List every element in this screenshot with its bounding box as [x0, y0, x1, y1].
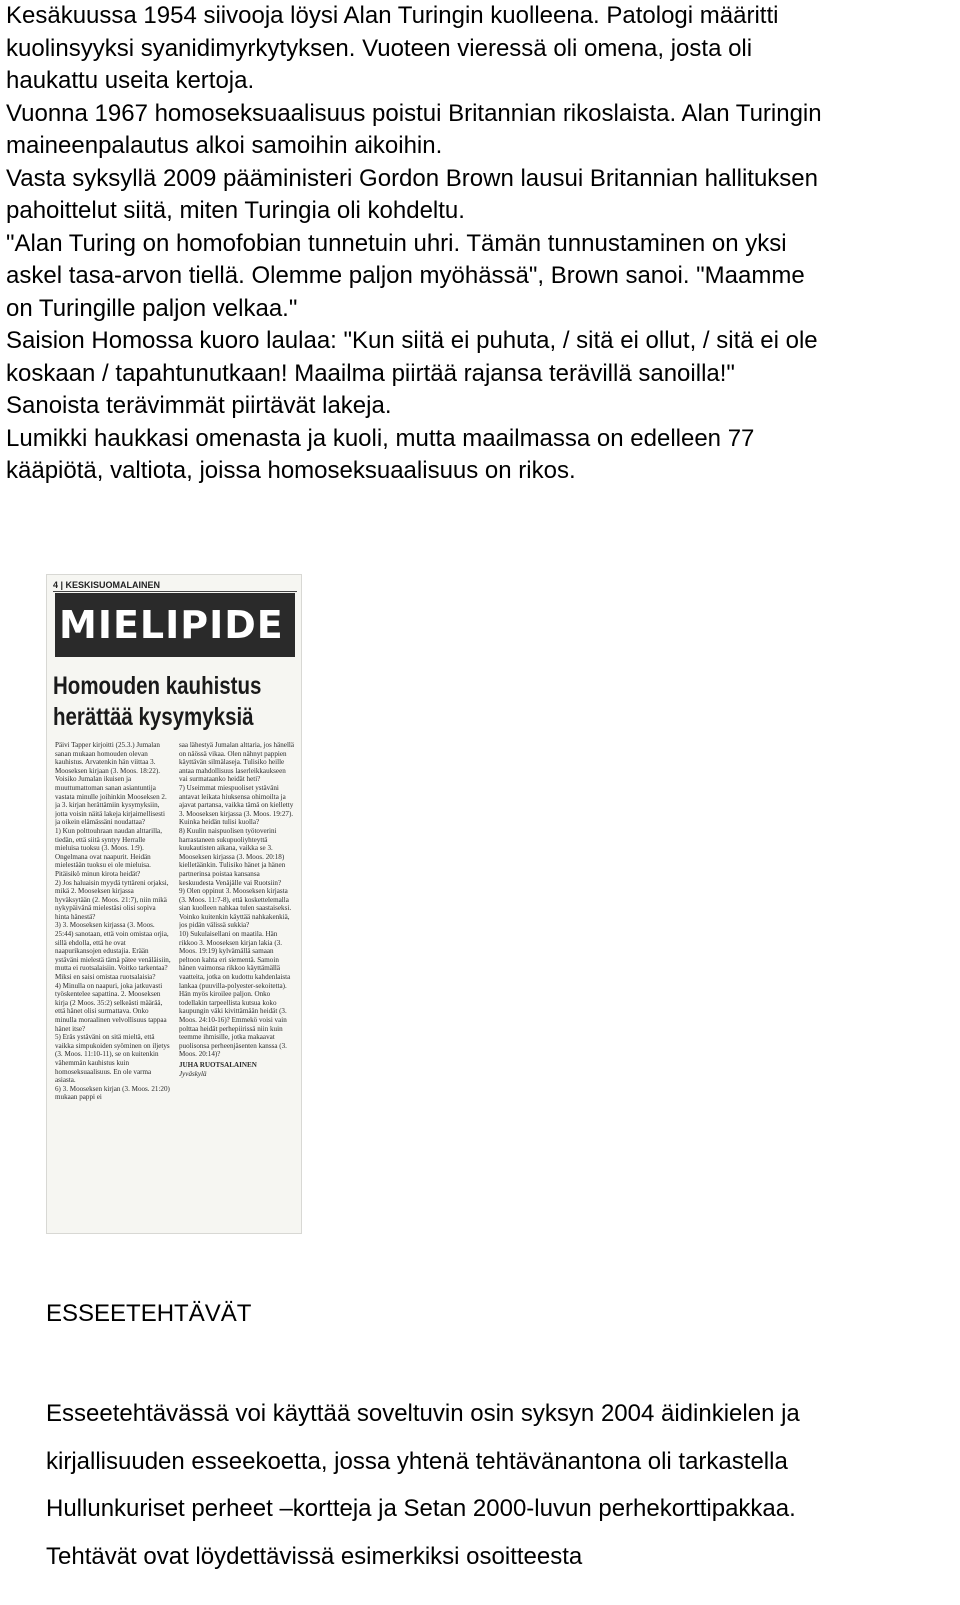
clipping-column-left [55, 741, 171, 1225]
essay-text [46, 1390, 946, 1580]
newspaper-clipping [46, 574, 302, 1234]
intro-line: kääpiötä, valtiota, joissa homoseksuaalisuus on rikos. [6, 457, 576, 484]
essay-line: Esseetehtävässä voi käyttää soveltuvin osin syksyn 2004 äidinkielen ja [46, 1400, 800, 1427]
clipping-masthead: 4 | KESKISUOMALAINEN [53, 579, 297, 592]
clipping-paragraph: 2) Jos haluaisin myydä tyttäreni orjaksi, mikä 2. Mooseksen kirjassa hyväksytään (2. Moos. 21:7), niin mikä nykypäivänä mielestäsi olisi sopiva hinta hänestä? [55, 878, 169, 921]
intro-line: Vuonna 1967 homoseksuaalisuus poistui Britannian rikoslaista. Alan Turingin [6, 99, 822, 127]
intro-line: Lumikki haukkasi omenasta ja kuoli, mutta maailmassa on edelleen 77 [6, 424, 755, 452]
intro-line: pahoittelut siitä, miten Turingia oli kohdeltu. [6, 197, 465, 224]
clipping-paragraph: 9) Olen oppinut 3. Mooseksen kirjasta (3. Moos. 11:7-8), että koskettelemalla sian kuolleen nahkaa tulen saastaiseksi. Voinko kuitenkin käyttää nahkakenkiä, jos pidän välissä sukkia? [179, 887, 292, 930]
clipping-paragraph: saa lähestyä Jumalan alttaria, jos hänellä on näössä vikaa. Olen nähnyt pappien käyttävän silmälaseja. Tulisiko heille antaa mahdollisuus laserleikkaukseen vai surmataanko heidät heti? [179, 741, 295, 784]
clipping-paragraph: 6) 3. Mooseksen kirjan (3. Moos. 21:20) mukaan pappi ei [55, 1084, 170, 1102]
intro-line: Kesäkuussa 1954 siivooja löysi Alan Turingin kuolleena. Patologi määritti [6, 2, 779, 29]
intro-line: Saision Homossa kuoro laulaa: "Kun siitä ei puhuta, / sitä ei ollut, / sitä ei ole [6, 327, 818, 354]
intro-line: Sanoista terävimmät piirtävät lakeja. [6, 392, 392, 419]
intro-line: Vasta syksyllä 2009 pääministeri Gordon Brown lausui Britannian hallituksen [6, 164, 818, 192]
clipping-paragraph: 4) Minulla on naapuri, joka jatkuvasti työskentelee sapattina. 2. Mooseksen kirja (2 Moos. 35:2) selkeästi määrää, että hänet olisi surmattava. Onko minulla moraalinen velvollisuus tappaa hänet itse? [55, 981, 167, 1033]
intro-line: haukattu useita kertoja. [6, 67, 255, 94]
intro-line: maineenpalautus alkoi samoihin aikoihin. [6, 132, 443, 159]
clipping-headline-line: herättää kysymyksiä [53, 703, 254, 731]
intro-line: koskaan / tapahtunutkaan! Maailma piirtää rajansa terävillä sanoilla!" [6, 359, 735, 387]
clipping-body [55, 741, 295, 1225]
intro-text [6, 0, 954, 488]
clipping-paragraph: 8) Kuulin naispuolisen työtoverini harrastaneen sukupuoliyhteyttä kuukautisten aikana, vaikka se 3. Mooseksen kirjassa (3. Moos. 20:18) kielletäänkin. Tulisiko hänet ja hänen partnerinsa poistaa kansansa keskuudesta Venäjälle vai Ruotsiin? [179, 826, 286, 887]
clipping-paragraph: 10) Sukulaisellani on maatila. Hän rikkoo 3. Mooseksen kirjan lakia (3. Moos. 19:19) kylvämällä samaan peltoon kahta eri siementä. Samoin hänen vaimonsa rikkoo käyttämällä vaatteita, jotka on kudottu kahdenlaista lankaa (puuvilla-polyester-sekoitetta). Hän myös kiroilee paljon. Onko todellakin tarpeellista kutsua koko kaupungin väki kivittämään heidät (3. Moos. 24:10-16)? Emmekö voisi vain polttaa heidät perhepiirissä niin kuin teemme ihmisille, jotka makaavat puolisonsa perheenjäsenten kanssa (3. Moos. 20:14)? [179, 930, 291, 1059]
clipping-paragraph: 7) Useimmat miespuoliset ystäväni antavat leikata hiuksensa ohimoilta ja ajavat partansa, vaikka tämä on kielletty 3. Mooseksen kirjassa (3. Moos. 19:27). Kuinka heidän tulisi kuolla? [179, 783, 294, 827]
clipping-signature: JUHA RUOTSALAINEN [179, 1060, 257, 1069]
clipping-headline-line: Homouden kauhistus [53, 672, 262, 700]
clipping-column-right [179, 741, 295, 1225]
essay-line: Tehtävät ovat löydettävissä esimerkiksi osoitteesta [46, 1542, 583, 1570]
clipping-location: Jyväskylä [179, 1069, 207, 1078]
clipping-paragraph: Päivi Tapper kirjoitti (25.3.) Jumalan sanan mukaan homouden olevan kauhistus. Arvatenkin hän viittaa 3. Mooseksen kirjaan (3. Moos. 18:22). Voisiko Jumalan ikuisen ja muuttumattoman sanan asiantuntija vastata minulle joihinkin Mooseksen 2. ja 3. kirjan herättämiin kysymyksiin, jotta voisin näitä lakeja kirjaimellisesti ja oikein elämässäni noudattaa? [55, 741, 167, 827]
clipping-paragraph: 3) 3. Mooseksen kirjassa (3. Moos. 25:44) sanotaan, että voin omistaa orjia, sillä ehdolla, että he ovat naapurikansojen edustajia. Erään ystäväni mielestä tämä pätee venäläisiin, mutta ei ruotsalaisiin. Voitko tarkentaa? Miksi en saisi omistaa ruotsalaisia? [55, 921, 171, 982]
clipping-section-title: MIELIPIDE [55, 593, 295, 657]
intro-line: askel tasa-arvon tiellä. Olemme paljon myöhässä", Brown sanoi. "Maamme [6, 262, 805, 289]
intro-line: "Alan Turing on homofobian tunnetuin uhri. Tämän tunnustaminen on yksi [6, 229, 787, 257]
essay-line: kirjallisuuden esseekoetta, jossa yhtenä tehtävänantona oli tarkastella [46, 1447, 788, 1475]
clipping-paragraph: 5) Eräs ystäväni on sitä mieltä, että vaikka simpukoiden syöminen on iljetys (3. Moos. 11:10-11), se on kuitenkin vähemmän kauhistus kuin homoseksuaalisuus. En ole varma asiasta. [55, 1033, 170, 1085]
essay-line: Hullunkuriset perheet –kortteja ja Setan 2000-luvun perhekorttipakkaa. [46, 1495, 796, 1522]
intro-line: kuolinsyyksi syanidimyrkytyksen. Vuoteen vieressä oli omena, josta oli [6, 34, 753, 62]
intro-line: on Turingille paljon velkaa." [6, 294, 298, 322]
essay-heading: ESSEETEHTÄVÄT [46, 1300, 252, 1327]
clipping-headline [53, 671, 262, 733]
clipping-paragraph: 1) Kun polttouhraan naudan alttarilla, tiedän, että siitä syntyy Herralle mieluisa tuoksu (3. Moos. 1:9). Ongelmana ovat naapurit. Heidän mielestään tuoksu ei ole mieluisa. Pitäisikö minun kirota heidät? [55, 826, 162, 878]
